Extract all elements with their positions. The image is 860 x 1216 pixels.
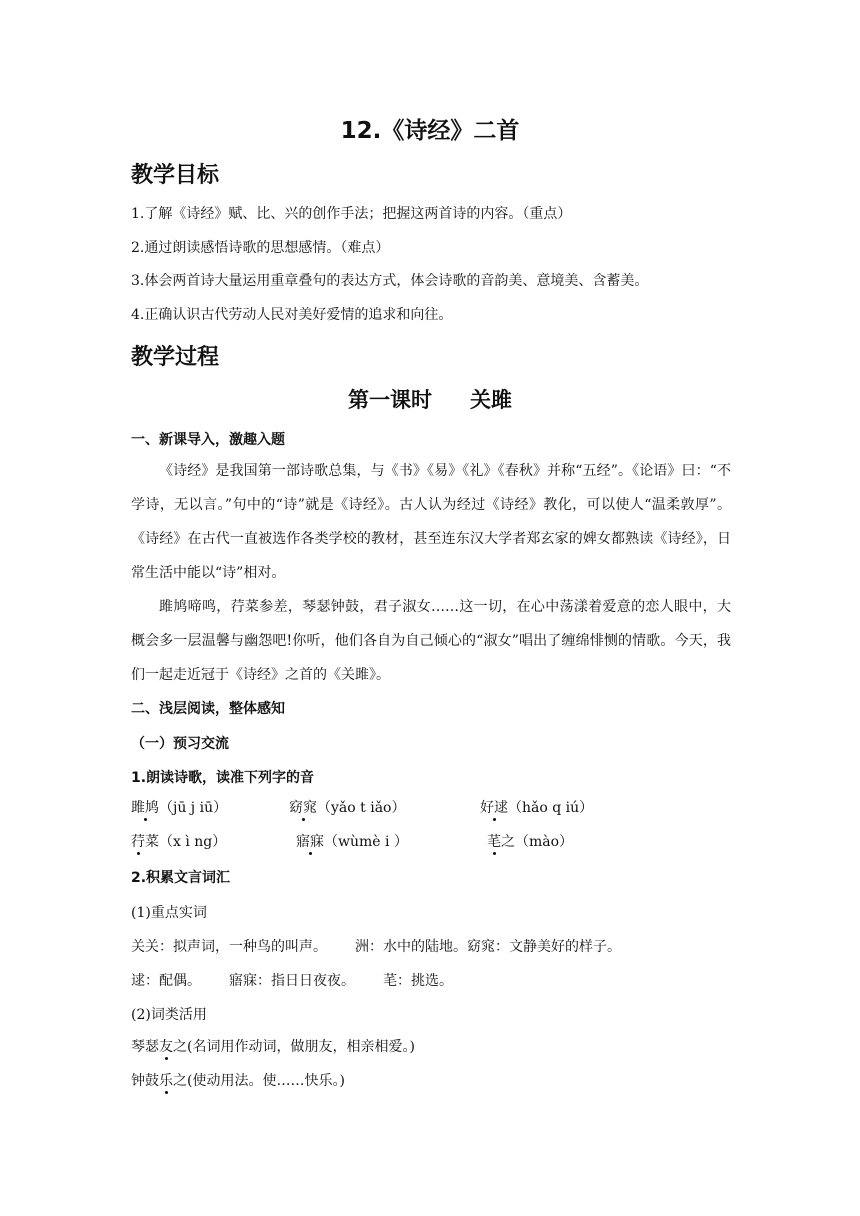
lesson-poem: 关雎 [470,388,512,412]
pinyin-row-1 [131,797,731,817]
objective-item-1: 1.了解《诗经》赋、比、兴的创作手法；把握这两首诗的内容。（重点） [131,206,572,222]
objective-item-2: 2.通过朗读感悟诗歌的思想感情。（难点） [131,240,390,256]
pinyin-item: 寤寐（wùmè i ） [296,834,408,850]
pinyin-item: 好逑（hǎo q iú） [480,800,594,816]
lesson-number: 第一课时 [348,388,432,412]
pinyin-item: 芼之（mào） [487,834,574,850]
task-reading: 1.朗读诗歌，读准下列字的音 [131,770,315,786]
intro-paragraph-1: 《诗经》是我国第一部诗歌总集，与《书》《易》《礼》《春秋》并称“五经”。《论语》曰：“不学诗，无以言。”句中的“诗”就是《诗经》。古人认为经过《诗经》教化，可以使人“温柔敦厚”。《诗经》在古代一直被选作各类学校的教材，甚至连东汉大学者郑玄家的婢女都熟读《诗经》，日常生活中能以“诗”相对。 [131,463,731,581]
pinyin-item: 雎鸠（jū j iū） [131,800,228,816]
objectives-heading: 教学目标 [131,163,220,188]
subsection-preview: （一）预习交流 [131,736,229,752]
process-heading: 教学过程 [131,345,220,370]
vocab-line-1: 关关：拟声词，一种鸟的叫声。 洲：水中的陆地。窈窕：文静美好的样子。 [131,939,621,955]
vocab-line-2: 逑：配偶。 寤寐：指日日夜夜。 芼：挑选。 [131,973,453,989]
pinyin-row-2 [131,831,731,851]
section-2-heading: 二、浅层阅读，整体感知 [131,701,285,717]
pinyin-item: 荇菜（x ì ng） [131,834,227,850]
usage-line-1: 琴瑟友之(名词用作动词，做朋友，相亲相爱。) [131,1039,415,1055]
usage-line-2: 钟鼓乐之(使动用法。使……快乐。) [131,1073,345,1089]
objective-item-4: 4.正确认识古代劳动人民对美好爱情的追求和向往。 [131,307,453,323]
lesson-title [0,384,860,414]
subsection-word-class: (2)词类活用 [131,1007,207,1023]
page-title: 12.《诗经》二首 [340,118,520,144]
section-1-heading: 一、新课导入，激趣入题 [131,432,285,448]
pinyin-item: 窈窕（yǎo t iǎo） [289,800,406,816]
subsection-content-words: (1)重点实词 [131,905,207,921]
intro-paragraph-2: 雎鸠啼鸣，荇菜参差，琴瑟钟鼓，君子淑女……这一切，在心中荡漾着爱意的恋人眼中，大概会多一层温馨与幽怨吧!你听，他们各自为自己倾心的“淑女”唱出了缠绵悱恻的情歌。今天，我们一起走近冠于《诗经》之首的《关雎》。 [131,599,731,683]
task-vocabulary: 2.积累文言词汇 [131,870,231,886]
objective-item-3: 3.体会两首诗大量运用重章叠句的表达方式，体会诗歌的音韵美、意境美、含蓄美。 [131,273,649,289]
